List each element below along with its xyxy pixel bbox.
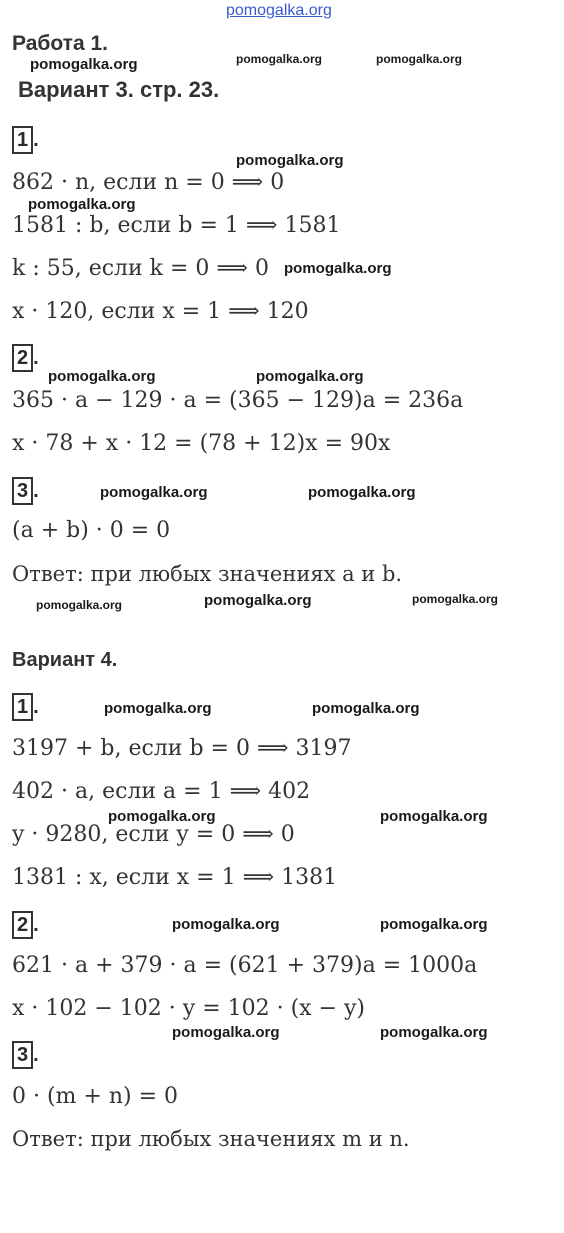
- variant4-task3-number: 3 .: [12, 1041, 39, 1069]
- variant3-answer: Ответ: при любых значениях a и b.: [12, 562, 403, 586]
- watermark: pomogalka.org: [108, 808, 216, 825]
- watermark: pomogalka.org: [172, 1024, 280, 1041]
- variant4-task2-line2: x · 102 − 102 · y = 102 · (x − y): [12, 996, 366, 1021]
- watermark: pomogalka.org: [380, 808, 488, 825]
- watermark: pomogalka.org: [256, 368, 364, 385]
- watermark: pomogalka.org: [412, 592, 499, 606]
- variant4-title: Вариант 4.: [12, 649, 118, 671]
- variant4-task1-line1: 3197 + b, если b = 0 ⟹ 3197: [12, 736, 352, 761]
- variant3-task2-number: 2 .: [12, 344, 39, 372]
- watermark: pomogalka.org: [104, 700, 212, 717]
- variant3-title: Вариант 3. стр. 23.: [18, 77, 220, 102]
- watermark: pomogalka.org: [30, 56, 138, 73]
- variant3-task3-line: (a + b) · 0 = 0: [12, 518, 171, 543]
- task-number-box: 2: [12, 344, 33, 372]
- task-number-box: 3: [12, 1041, 33, 1069]
- watermark: pomogalka.org: [308, 484, 416, 501]
- variant4-task1-number: 1 .: [12, 693, 39, 721]
- watermark: pomogalka.org: [236, 152, 344, 169]
- variant4-task1-line4: 1381 : x, если x = 1 ⟹ 1381: [12, 865, 338, 890]
- work-title: Работа 1.: [12, 32, 108, 55]
- variant4-task3-line: 0 · (m + n) = 0: [12, 1084, 179, 1109]
- watermark: pomogalka.org: [172, 916, 280, 933]
- watermark: pomogalka.org: [380, 1024, 488, 1041]
- watermark: pomogalka.org: [48, 368, 156, 385]
- watermark: pomogalka.org: [376, 52, 463, 66]
- variant3-task1-line3: k : 55, если k = 0 ⟹ 0: [12, 256, 269, 281]
- variant3-task2-line2: x · 78 + x · 12 = (78 + 12)x = 90x: [12, 431, 391, 456]
- task-number-box: 2: [12, 911, 33, 939]
- watermark: pomogalka.org: [36, 598, 123, 612]
- variant4-answer: Ответ: при любых значениях m и n.: [12, 1127, 410, 1151]
- task-number-box: 3: [12, 477, 33, 505]
- watermark: pomogalka.org: [236, 52, 323, 66]
- task-number-box: 1: [12, 126, 33, 154]
- variant4-task2-line1: 621 · a + 379 · a = (621 + 379)a = 1000a: [12, 953, 478, 978]
- variant3-task1-line2: 1581 : b, если b = 1 ⟹ 1581: [12, 213, 341, 238]
- task-number-box: 1: [12, 693, 33, 721]
- watermark: pomogalka.org: [204, 592, 312, 609]
- variant4-task1-line3: y · 9280, если y = 0 ⟹ 0: [12, 822, 295, 847]
- variant3-task1-line4: x · 120, если x = 1 ⟹ 120: [12, 299, 309, 324]
- watermark: pomogalka.org: [380, 916, 488, 933]
- watermark: pomogalka.org: [28, 196, 136, 213]
- variant3-task1-line1: 862 · n, если n = 0 ⟹ 0: [12, 170, 285, 195]
- watermark: pomogalka.org: [312, 700, 420, 717]
- variant4-task1-line2: 402 · a, если a = 1 ⟹ 402: [12, 779, 311, 804]
- variant4-task2-number: 2 .: [12, 911, 39, 939]
- watermark: pomogalka.org: [100, 484, 208, 501]
- watermark-top-link[interactable]: pomogalka.org: [226, 2, 332, 19]
- watermark: pomogalka.org: [284, 260, 392, 277]
- variant3-task2-line1: 365 · a − 129 · a = (365 − 129)a = 236a: [12, 388, 464, 413]
- variant3-task1-number: 1 .: [12, 126, 39, 154]
- variant3-task3-number: 3 .: [12, 477, 39, 505]
